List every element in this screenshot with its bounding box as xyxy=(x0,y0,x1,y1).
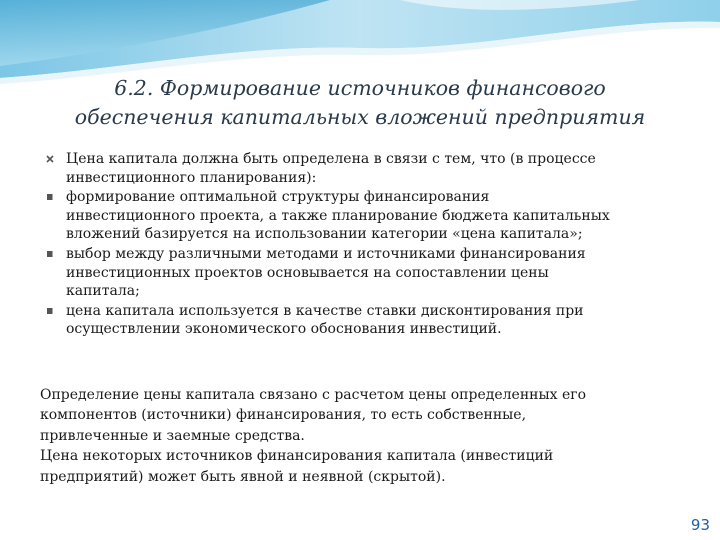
paragraph-line: привлеченные и заемные средства. xyxy=(40,427,305,444)
bullet-item xyxy=(40,302,690,339)
paragraph xyxy=(40,446,690,487)
slide-title-line-2: обеспечения капитальных вложений предприятия xyxy=(74,105,646,129)
body-paragraphs xyxy=(40,385,690,487)
bullet-item xyxy=(40,188,690,244)
bullet-text-line: Цена капитала должна быть определена в связи с тем, что (в процессе xyxy=(66,151,596,167)
page-number: 93 xyxy=(690,516,710,534)
bullet-text-line: выбор между различными методами и источниками финансирования xyxy=(66,245,586,262)
bullet-text-line: осуществлении экономического обоснования инвестиций. xyxy=(66,321,502,338)
bullet-item xyxy=(40,245,690,301)
slide-title xyxy=(40,74,680,132)
bullet-text-line: формирование оптимальной структуры финансирования xyxy=(66,189,490,206)
square-bullet-icon xyxy=(44,302,56,320)
bullet-text-line: инвестиционного проекта, а также планирование бюджета капитальных xyxy=(66,207,610,224)
cross-bullet-icon xyxy=(44,150,56,168)
paragraph-line: предприятий) может быть явной и неявной (скрытой). xyxy=(40,468,446,485)
bullet-text-line: инвестиционных проектов основывается на сопоставлении цены xyxy=(66,264,549,281)
slide-title-line-1: 6.2. Формирование источников финансового xyxy=(114,76,606,100)
bullet-text-line: цена капитала используется в качестве ставки дисконтирования при xyxy=(66,302,584,319)
paragraph-line: Определение цены капитала связано с расчетом цены определенных его xyxy=(40,387,587,403)
paragraph-line: компонентов (источники) финансирования, то есть собственные, xyxy=(40,407,527,424)
paragraph xyxy=(40,385,690,446)
bullet-text-line: инвестиционного планирования): xyxy=(66,169,317,186)
bullet-text-line: вложений базируется на использовании категории «цена капитала»; xyxy=(66,226,583,243)
square-bullet-icon xyxy=(44,245,56,263)
bullet-text-line: капитала; xyxy=(66,283,140,300)
bullet-item xyxy=(40,150,690,187)
paragraph-line: Цена некоторых источников финансирования капитала (инвестиций xyxy=(40,448,554,465)
square-bullet-icon xyxy=(44,188,56,206)
bullet-list xyxy=(40,150,690,339)
